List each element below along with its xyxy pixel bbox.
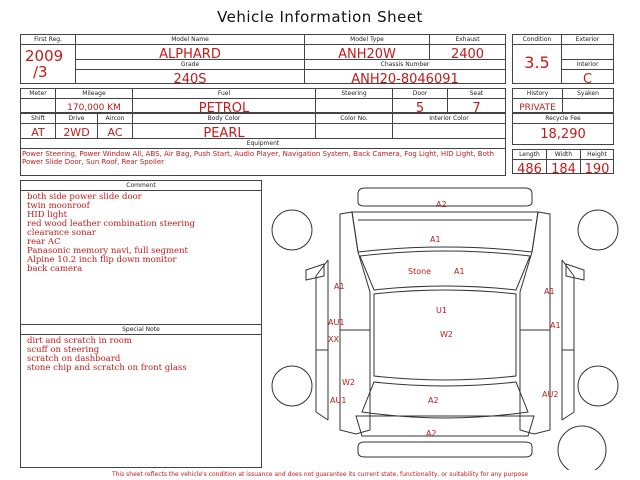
- recycle-fee-value: 18,290: [540, 127, 586, 142]
- mileage-cell: [55, 88, 133, 113]
- chassis-cell: [304, 59, 506, 87]
- special-note-line: stone chip and scratch on front glass: [27, 363, 187, 373]
- wheel-rear-right-shape: [578, 366, 618, 406]
- comment-list: [27, 193, 259, 274]
- mark-windshield-stone: Stone: [408, 267, 432, 276]
- mark-right-side-door: A1: [550, 321, 561, 330]
- shift-cell: [20, 113, 56, 139]
- special-note-line: dirt and scratch in room: [27, 336, 132, 346]
- seat-label: Seat: [448, 89, 505, 99]
- steering-value: [316, 100, 392, 112]
- history-value: PRIVATE: [519, 103, 556, 113]
- length-label: Length: [513, 150, 546, 160]
- mark-left-rear-quarter: W2: [342, 378, 355, 387]
- comment-line: red wood leather combination steering: [27, 219, 195, 229]
- exterior-cell: [561, 34, 614, 60]
- equipment-label: Equipment: [21, 139, 505, 149]
- door-cell: [392, 88, 448, 116]
- comment-label: Comment: [21, 181, 261, 191]
- rear-bumper-shape: [358, 442, 532, 457]
- first-reg-year: 2009: [25, 47, 64, 65]
- grade-cell: [75, 59, 305, 87]
- mark-roof-2: W2: [440, 330, 453, 339]
- seat-cell: [447, 88, 506, 116]
- mark-roof: U1: [436, 306, 447, 315]
- steering-cell: [315, 88, 393, 113]
- condition-value: 3.5: [524, 53, 550, 72]
- color-no-label: Color No.: [316, 114, 392, 124]
- length-value: 486: [517, 162, 542, 177]
- special-note-line: scratch on dashboard: [27, 354, 121, 364]
- model-type-cell: [304, 34, 430, 60]
- mark-rear-right-corner: AU2: [542, 390, 559, 399]
- right-mirror-shape: [566, 264, 584, 280]
- exhaust-value: 2400: [450, 47, 485, 62]
- model-type-label: Model Type: [305, 35, 429, 45]
- comment-line: both side power slide door: [27, 192, 142, 202]
- model-name-value: ALPHARD: [159, 47, 221, 62]
- rear-window-shape: [362, 382, 528, 418]
- aircon-value: AC: [107, 126, 123, 139]
- hood-shape: [352, 212, 538, 252]
- mark-rear-bumper: A2: [426, 429, 437, 438]
- aircon-label: Aircon: [98, 114, 132, 124]
- syaken-label: Syaken: [563, 89, 613, 99]
- width-value: 184: [551, 162, 576, 177]
- history-cell: [512, 88, 563, 113]
- mark-windshield-grade: A1: [454, 267, 465, 276]
- mark-left-rear-corner: AU1: [330, 396, 347, 405]
- exhaust-cell: [429, 34, 506, 60]
- exterior-label: Exterior: [562, 35, 613, 45]
- mark-left-front-door: AU1: [328, 318, 345, 327]
- history-label: History: [513, 89, 562, 99]
- drive-value: 2WD: [63, 126, 90, 139]
- drive-cell: [55, 113, 98, 139]
- wheel-front-left-shape: [272, 210, 312, 250]
- shift-label: Shift: [21, 114, 55, 124]
- first-reg-month: /3: [33, 63, 48, 81]
- comment-line: clearance sonar: [27, 228, 96, 238]
- chassis-value: ANH20-8046091: [351, 72, 459, 87]
- comment-line: rear AC: [27, 237, 61, 247]
- comment-line: twin moonroof: [27, 201, 90, 211]
- body-color-label: Body Color: [133, 114, 315, 124]
- first-reg-value: [21, 48, 75, 83]
- chassis-label: Chassis Number: [305, 60, 505, 70]
- model-name-label: Model Name: [76, 35, 304, 45]
- fuel-label: Fuel: [133, 89, 315, 99]
- exterior-value: [562, 46, 613, 59]
- meter-cell: [20, 88, 56, 113]
- meter-value: [21, 100, 55, 112]
- special-note-list: [27, 337, 259, 373]
- syaken-value: [563, 100, 613, 112]
- width-label: Width: [547, 150, 580, 160]
- equipment-text: Power Steering, Power Window All, ABS, Air Bag, Push Start, Audio Player, Navigation System, Back Camera, Fog Light, HID Light, Both Power Slide Door, Sun Roof, Rear Spoiler: [22, 150, 495, 166]
- special-note-panel: [20, 324, 262, 468]
- mark-right-front-fender: A1: [544, 287, 555, 296]
- mark-left-front-fender: A1: [334, 282, 345, 291]
- grade-label: Grade: [76, 60, 304, 70]
- windshield-shape: [360, 251, 530, 290]
- condition-label: Condition: [513, 35, 561, 45]
- aircon-cell: [97, 113, 133, 139]
- height-value: 190: [584, 162, 610, 177]
- seat-value: 7: [472, 101, 481, 116]
- model-name-cell: [75, 34, 305, 60]
- body-right-outline: [520, 212, 550, 434]
- mark-left-front-door-2: XX: [328, 335, 339, 344]
- width-cell: [546, 149, 581, 177]
- interior-color-cell: [392, 113, 506, 139]
- height-cell: [580, 149, 614, 177]
- interior-color-value: [393, 125, 505, 138]
- first-reg-label: First Reg.: [21, 35, 75, 45]
- color-no-cell: [315, 113, 393, 139]
- syaken-cell: [562, 88, 614, 113]
- wheel-rear-left-shape: [272, 366, 312, 406]
- mark-hood: A1: [430, 235, 441, 244]
- interior-label: Interior: [562, 60, 613, 70]
- fuel-cell: [132, 88, 316, 116]
- comment-line: HID light: [27, 210, 68, 220]
- rear-gate-shape: [356, 416, 534, 436]
- spare-wheel-shape: [558, 426, 606, 470]
- page-title: Vehicle Information Sheet: [217, 8, 423, 26]
- drive-label: Drive: [56, 114, 97, 124]
- body-color-cell: [132, 113, 316, 139]
- interior-cell: [561, 59, 614, 87]
- car-damage-diagram: [270, 180, 620, 470]
- mileage-value: 170,000 KM: [67, 103, 121, 113]
- recycle-fee-label: Recycle Fee: [513, 114, 613, 124]
- comment-panel: [20, 180, 262, 325]
- length-cell: [512, 149, 547, 177]
- left-mirror-shape: [306, 264, 324, 280]
- interior-color-label: Interior Color: [393, 114, 505, 124]
- color-no-value: [316, 125, 392, 138]
- body-color-value: PEARL: [203, 126, 245, 141]
- mileage-label: Mileage: [56, 89, 132, 99]
- special-note-line: scuff on steering: [27, 345, 100, 355]
- comment-line: Panasonic memory navi, full segment: [27, 246, 188, 256]
- special-note-label: Special Note: [21, 325, 261, 335]
- shift-value: AT: [31, 126, 45, 139]
- mark-rear-gate: A2: [428, 396, 439, 405]
- mark-front-bumper: A2: [436, 200, 447, 209]
- door-label: Door: [393, 89, 447, 99]
- height-label: Height: [581, 150, 613, 160]
- grade-value: 240S: [173, 72, 207, 87]
- fuel-value: PETROL: [198, 101, 250, 116]
- door-value: 5: [415, 101, 425, 116]
- condition-cell: [512, 34, 562, 84]
- wheel-front-right-shape: [578, 210, 618, 250]
- steering-label: Steering: [316, 89, 392, 99]
- model-type-value: ANH20W: [338, 47, 396, 62]
- comment-line: back camera: [27, 264, 83, 274]
- comment-line: Alpine 10.2 inch flip down monitor: [27, 255, 177, 265]
- exhaust-label: Exhaust: [430, 35, 505, 45]
- meter-label: Meter: [21, 89, 55, 99]
- first-reg-cell: [20, 34, 76, 84]
- footer-disclaimer: This sheet reflects the vehicle's condition at issuance and does not guarantee its current state, functionality, or suitability for any purpose: [111, 471, 529, 478]
- interior-value: C: [582, 72, 593, 87]
- recycle-fee-cell: [512, 113, 614, 145]
